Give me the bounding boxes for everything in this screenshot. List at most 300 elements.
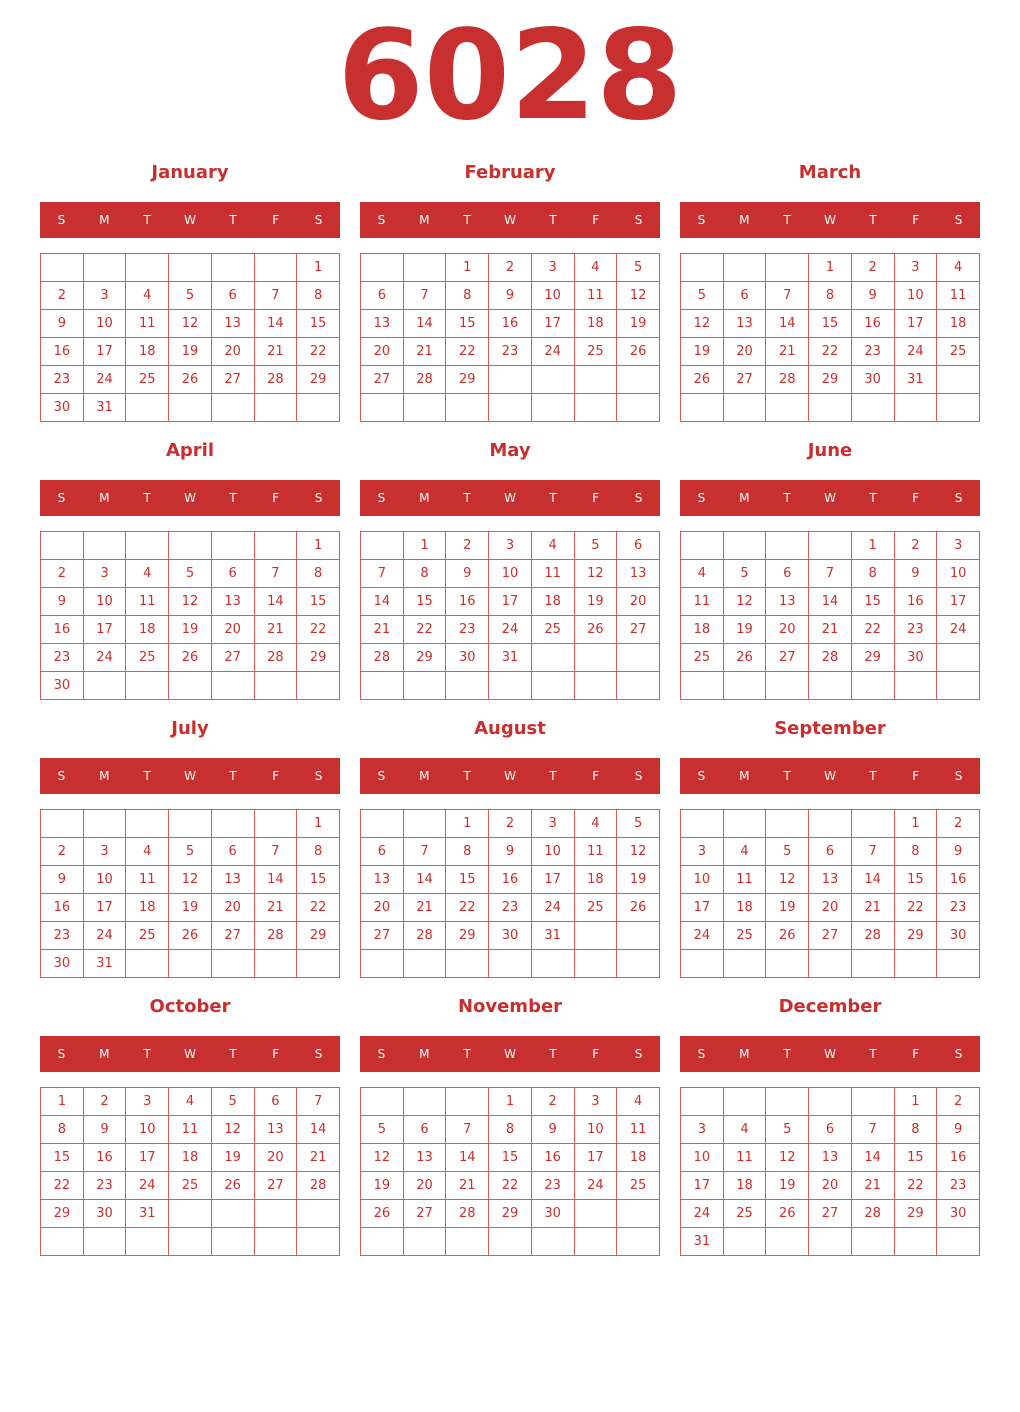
week-row xyxy=(361,616,660,644)
day-cell: 18 xyxy=(723,1172,766,1200)
empty-day-cell xyxy=(297,1200,340,1228)
weekday-label: T xyxy=(463,491,471,505)
empty-day-cell xyxy=(83,1228,126,1256)
week-row xyxy=(681,282,980,310)
day-cell: 22 xyxy=(489,1172,532,1200)
day-cell: 18 xyxy=(126,894,169,922)
empty-day-cell xyxy=(531,672,574,700)
day-cell: 12 xyxy=(169,310,212,338)
day-cell: 17 xyxy=(83,894,126,922)
weekday-header xyxy=(40,202,340,238)
day-cell: 30 xyxy=(41,394,84,422)
empty-day-cell xyxy=(723,1088,766,1116)
day-cell: 30 xyxy=(446,644,489,672)
empty-day-cell xyxy=(617,950,660,978)
day-cell: 19 xyxy=(681,338,724,366)
month-title: May xyxy=(489,440,531,461)
day-cell: 19 xyxy=(169,338,212,366)
day-cell: 28 xyxy=(254,366,297,394)
week-row xyxy=(681,560,980,588)
weekday-label: M xyxy=(99,769,110,783)
empty-day-cell xyxy=(937,672,980,700)
day-cell: 11 xyxy=(126,588,169,616)
day-cell: 26 xyxy=(723,644,766,672)
weekday-label: T xyxy=(783,1047,791,1061)
day-cell: 5 xyxy=(723,560,766,588)
day-cell: 26 xyxy=(169,922,212,950)
day-cell: 15 xyxy=(894,866,937,894)
empty-day-cell xyxy=(254,810,297,838)
week-row xyxy=(41,1200,340,1228)
weekday-label: T xyxy=(783,213,791,227)
empty-day-cell xyxy=(681,254,724,282)
day-cell: 16 xyxy=(41,894,84,922)
day-cell: 20 xyxy=(211,338,254,366)
empty-day-cell xyxy=(723,810,766,838)
day-cell: 29 xyxy=(851,644,894,672)
empty-day-cell xyxy=(446,950,489,978)
weekday-label: T xyxy=(549,769,557,783)
day-cell: 27 xyxy=(211,644,254,672)
weekday-label: W xyxy=(184,769,196,783)
day-cell: 3 xyxy=(126,1088,169,1116)
day-cell: 29 xyxy=(41,1200,84,1228)
day-cell: 12 xyxy=(617,282,660,310)
day-cell: 7 xyxy=(254,560,297,588)
day-cell: 22 xyxy=(851,616,894,644)
week-row xyxy=(41,1172,340,1200)
day-grid xyxy=(360,253,660,422)
empty-day-cell xyxy=(403,950,446,978)
empty-day-cell xyxy=(254,1228,297,1256)
day-cell: 23 xyxy=(41,366,84,394)
day-cell: 11 xyxy=(126,866,169,894)
month-title: October xyxy=(149,996,231,1017)
day-cell: 21 xyxy=(851,894,894,922)
day-cell: 29 xyxy=(809,366,852,394)
weekday-label: S xyxy=(377,1047,386,1061)
day-cell: 23 xyxy=(446,616,489,644)
week-row xyxy=(361,644,660,672)
day-cell: 26 xyxy=(211,1172,254,1200)
day-cell: 29 xyxy=(446,922,489,950)
weekday-label: T xyxy=(869,213,877,227)
empty-day-cell xyxy=(617,1200,660,1228)
empty-day-cell xyxy=(83,532,126,560)
weekday-label: W xyxy=(824,491,836,505)
week-row xyxy=(361,1228,660,1256)
empty-day-cell xyxy=(574,922,617,950)
day-grid xyxy=(360,531,660,700)
day-cell: 25 xyxy=(681,644,724,672)
day-cell: 5 xyxy=(361,1116,404,1144)
empty-day-cell xyxy=(489,950,532,978)
day-cell: 24 xyxy=(83,644,126,672)
empty-day-cell xyxy=(126,532,169,560)
empty-day-cell xyxy=(574,644,617,672)
day-cell: 21 xyxy=(254,616,297,644)
weekday-label: F xyxy=(912,491,920,505)
weekday-label: S xyxy=(57,213,66,227)
day-cell: 10 xyxy=(894,282,937,310)
day-cell: 20 xyxy=(254,1144,297,1172)
empty-day-cell xyxy=(211,950,254,978)
day-cell: 10 xyxy=(83,310,126,338)
weekday-label: M xyxy=(739,491,750,505)
day-cell: 27 xyxy=(723,366,766,394)
empty-day-cell xyxy=(894,672,937,700)
day-cell: 30 xyxy=(851,366,894,394)
day-cell: 29 xyxy=(403,644,446,672)
day-cell: 23 xyxy=(83,1172,126,1200)
empty-day-cell xyxy=(723,394,766,422)
weekday-label: S xyxy=(697,1047,706,1061)
week-row xyxy=(681,672,980,700)
day-cell: 9 xyxy=(894,560,937,588)
empty-day-cell xyxy=(617,644,660,672)
weekday-label: S xyxy=(954,769,963,783)
day-cell: 6 xyxy=(809,838,852,866)
empty-day-cell xyxy=(809,394,852,422)
empty-day-cell xyxy=(681,1088,724,1116)
empty-day-cell xyxy=(574,950,617,978)
weekday-label: T xyxy=(869,769,877,783)
day-cell: 17 xyxy=(531,866,574,894)
empty-day-cell xyxy=(211,1228,254,1256)
day-cell: 14 xyxy=(403,866,446,894)
day-cell: 28 xyxy=(809,644,852,672)
week-row xyxy=(681,310,980,338)
empty-day-cell xyxy=(851,950,894,978)
day-cell: 23 xyxy=(894,616,937,644)
week-row xyxy=(41,338,340,366)
day-cell: 17 xyxy=(83,338,126,366)
day-cell: 1 xyxy=(297,532,340,560)
weekday-label: S xyxy=(314,213,323,227)
day-grid xyxy=(40,531,340,700)
day-cell: 10 xyxy=(681,1144,724,1172)
week-row xyxy=(681,616,980,644)
weekday-header xyxy=(40,758,340,794)
day-cell: 21 xyxy=(851,1172,894,1200)
day-cell: 3 xyxy=(531,810,574,838)
weekday-label: W xyxy=(184,491,196,505)
weekday-label: S xyxy=(314,491,323,505)
day-cell: 16 xyxy=(41,338,84,366)
weekday-label: T xyxy=(143,1047,151,1061)
day-cell: 27 xyxy=(809,1200,852,1228)
day-cell: 21 xyxy=(809,616,852,644)
week-row xyxy=(41,810,340,838)
month-title: March xyxy=(798,162,862,183)
empty-day-cell xyxy=(766,532,809,560)
day-cell: 18 xyxy=(531,588,574,616)
empty-day-cell xyxy=(937,950,980,978)
day-cell: 18 xyxy=(126,616,169,644)
week-row xyxy=(361,894,660,922)
day-cell: 6 xyxy=(723,282,766,310)
day-cell: 8 xyxy=(297,838,340,866)
day-cell: 6 xyxy=(211,560,254,588)
day-cell: 13 xyxy=(809,1144,852,1172)
week-row xyxy=(41,894,340,922)
day-cell: 15 xyxy=(894,1144,937,1172)
week-row xyxy=(361,310,660,338)
day-cell: 10 xyxy=(489,560,532,588)
weekday-label: W xyxy=(184,1047,196,1061)
week-row xyxy=(681,1228,980,1256)
empty-day-cell xyxy=(446,672,489,700)
empty-day-cell xyxy=(361,1228,404,1256)
day-cell: 24 xyxy=(937,616,980,644)
day-cell: 27 xyxy=(254,1172,297,1200)
weekday-label: T xyxy=(229,1047,237,1061)
day-cell: 4 xyxy=(574,810,617,838)
day-cell: 9 xyxy=(937,838,980,866)
empty-day-cell xyxy=(297,1228,340,1256)
day-cell: 8 xyxy=(489,1116,532,1144)
day-cell: 15 xyxy=(446,866,489,894)
weekday-label: T xyxy=(463,769,471,783)
weekday-label: S xyxy=(57,769,66,783)
day-cell: 14 xyxy=(809,588,852,616)
day-cell: 16 xyxy=(937,866,980,894)
weekday-label: W xyxy=(504,491,516,505)
week-row xyxy=(681,366,980,394)
week-row xyxy=(41,310,340,338)
day-cell: 12 xyxy=(169,866,212,894)
day-cell: 5 xyxy=(169,560,212,588)
day-cell: 30 xyxy=(894,644,937,672)
day-cell: 11 xyxy=(574,282,617,310)
day-cell: 9 xyxy=(489,282,532,310)
day-cell: 25 xyxy=(126,644,169,672)
day-cell: 31 xyxy=(83,394,126,422)
empty-day-cell xyxy=(489,1228,532,1256)
empty-day-cell xyxy=(41,810,84,838)
week-row xyxy=(681,894,980,922)
empty-day-cell xyxy=(361,532,404,560)
day-cell: 7 xyxy=(403,282,446,310)
day-cell: 13 xyxy=(361,866,404,894)
empty-day-cell xyxy=(894,394,937,422)
day-cell: 22 xyxy=(297,894,340,922)
day-cell: 11 xyxy=(681,588,724,616)
weekday-label: F xyxy=(272,491,280,505)
day-grid xyxy=(360,809,660,978)
empty-day-cell xyxy=(574,366,617,394)
day-cell: 3 xyxy=(83,838,126,866)
empty-day-cell xyxy=(361,394,404,422)
weekday-label: F xyxy=(592,491,600,505)
day-cell: 19 xyxy=(169,894,212,922)
week-row xyxy=(681,1144,980,1172)
week-row xyxy=(681,1116,980,1144)
weekday-label: T xyxy=(229,769,237,783)
day-cell: 2 xyxy=(851,254,894,282)
empty-day-cell xyxy=(361,672,404,700)
day-cell: 15 xyxy=(297,588,340,616)
empty-day-cell xyxy=(297,394,340,422)
weekday-label: T xyxy=(463,213,471,227)
weekday-label: S xyxy=(634,213,643,227)
day-cell: 22 xyxy=(894,1172,937,1200)
weekday-label: S xyxy=(954,213,963,227)
day-cell: 20 xyxy=(361,338,404,366)
day-cell: 11 xyxy=(723,1144,766,1172)
weekday-label: T xyxy=(549,213,557,227)
week-row xyxy=(361,532,660,560)
day-cell: 14 xyxy=(851,866,894,894)
day-cell: 9 xyxy=(489,838,532,866)
day-cell: 9 xyxy=(83,1116,126,1144)
day-grid xyxy=(680,253,980,422)
day-cell: 21 xyxy=(766,338,809,366)
day-cell: 16 xyxy=(489,310,532,338)
week-row xyxy=(41,1144,340,1172)
empty-day-cell xyxy=(403,1228,446,1256)
empty-day-cell xyxy=(361,254,404,282)
day-cell: 20 xyxy=(617,588,660,616)
day-cell: 22 xyxy=(446,338,489,366)
weekday-label: F xyxy=(592,1047,600,1061)
day-cell: 2 xyxy=(41,282,84,310)
calendar-year-title: 6028 xyxy=(337,4,683,148)
day-cell: 10 xyxy=(83,588,126,616)
day-cell: 21 xyxy=(297,1144,340,1172)
day-cell: 7 xyxy=(254,282,297,310)
day-cell: 6 xyxy=(403,1116,446,1144)
weekday-label: M xyxy=(739,769,750,783)
week-row xyxy=(681,922,980,950)
day-cell: 14 xyxy=(403,310,446,338)
weekday-label: W xyxy=(824,1047,836,1061)
empty-day-cell xyxy=(211,532,254,560)
day-cell: 6 xyxy=(254,1088,297,1116)
day-cell: 23 xyxy=(489,894,532,922)
day-cell: 1 xyxy=(41,1088,84,1116)
weekday-label: T xyxy=(229,491,237,505)
week-row xyxy=(681,1200,980,1228)
empty-day-cell xyxy=(211,1200,254,1228)
day-cell: 27 xyxy=(211,366,254,394)
day-cell: 11 xyxy=(126,310,169,338)
week-row xyxy=(41,560,340,588)
day-cell: 4 xyxy=(723,1116,766,1144)
day-cell: 19 xyxy=(574,588,617,616)
day-cell: 28 xyxy=(851,922,894,950)
weekday-label: F xyxy=(272,213,280,227)
empty-day-cell xyxy=(766,394,809,422)
day-cell: 1 xyxy=(297,810,340,838)
day-cell: 2 xyxy=(41,838,84,866)
week-row xyxy=(41,254,340,282)
day-cell: 4 xyxy=(574,254,617,282)
day-cell: 27 xyxy=(766,644,809,672)
day-cell: 30 xyxy=(937,1200,980,1228)
day-cell: 21 xyxy=(254,894,297,922)
day-cell: 20 xyxy=(766,616,809,644)
day-cell: 29 xyxy=(894,1200,937,1228)
week-row xyxy=(361,1172,660,1200)
empty-day-cell xyxy=(809,950,852,978)
day-cell: 13 xyxy=(809,866,852,894)
weekday-label: T xyxy=(549,491,557,505)
day-cell: 20 xyxy=(211,894,254,922)
empty-day-cell xyxy=(723,254,766,282)
weekday-header xyxy=(680,480,980,516)
day-cell: 5 xyxy=(574,532,617,560)
week-row xyxy=(41,282,340,310)
empty-day-cell xyxy=(531,1228,574,1256)
day-cell: 26 xyxy=(574,616,617,644)
day-cell: 13 xyxy=(617,560,660,588)
day-cell: 18 xyxy=(574,310,617,338)
empty-day-cell xyxy=(211,672,254,700)
week-row xyxy=(361,922,660,950)
day-cell: 13 xyxy=(723,310,766,338)
weekday-label: S xyxy=(57,1047,66,1061)
week-row xyxy=(361,588,660,616)
weekday-label: T xyxy=(869,1047,877,1061)
empty-day-cell xyxy=(809,672,852,700)
day-cell: 14 xyxy=(361,588,404,616)
empty-day-cell xyxy=(403,394,446,422)
day-cell: 19 xyxy=(169,616,212,644)
weekday-label: T xyxy=(869,491,877,505)
day-cell: 17 xyxy=(894,310,937,338)
week-row xyxy=(41,672,340,700)
week-row xyxy=(361,394,660,422)
day-cell: 8 xyxy=(894,1116,937,1144)
day-cell: 23 xyxy=(531,1172,574,1200)
day-cell: 17 xyxy=(489,588,532,616)
day-cell: 23 xyxy=(41,644,84,672)
day-cell: 18 xyxy=(681,616,724,644)
day-cell: 10 xyxy=(531,282,574,310)
week-row xyxy=(361,1200,660,1228)
day-cell: 16 xyxy=(489,866,532,894)
weekday-label: F xyxy=(592,213,600,227)
empty-day-cell xyxy=(211,254,254,282)
empty-day-cell xyxy=(254,254,297,282)
empty-day-cell xyxy=(766,672,809,700)
week-row xyxy=(361,672,660,700)
day-cell: 13 xyxy=(211,310,254,338)
weekday-label: T xyxy=(463,1047,471,1061)
day-cell: 1 xyxy=(851,532,894,560)
empty-day-cell xyxy=(809,1228,852,1256)
weekday-header xyxy=(360,758,660,794)
empty-day-cell xyxy=(723,1228,766,1256)
day-cell: 16 xyxy=(83,1144,126,1172)
day-cell: 3 xyxy=(681,1116,724,1144)
week-row xyxy=(41,588,340,616)
empty-day-cell xyxy=(126,810,169,838)
day-cell: 19 xyxy=(723,616,766,644)
day-cell: 29 xyxy=(297,922,340,950)
weekday-label: F xyxy=(912,769,920,783)
weekday-label: T xyxy=(783,769,791,783)
empty-day-cell xyxy=(446,394,489,422)
week-row xyxy=(681,394,980,422)
empty-day-cell xyxy=(361,950,404,978)
weekday-label: F xyxy=(272,769,280,783)
month-title: July xyxy=(171,718,209,739)
day-cell: 3 xyxy=(83,560,126,588)
day-cell: 3 xyxy=(531,254,574,282)
day-cell: 26 xyxy=(617,338,660,366)
